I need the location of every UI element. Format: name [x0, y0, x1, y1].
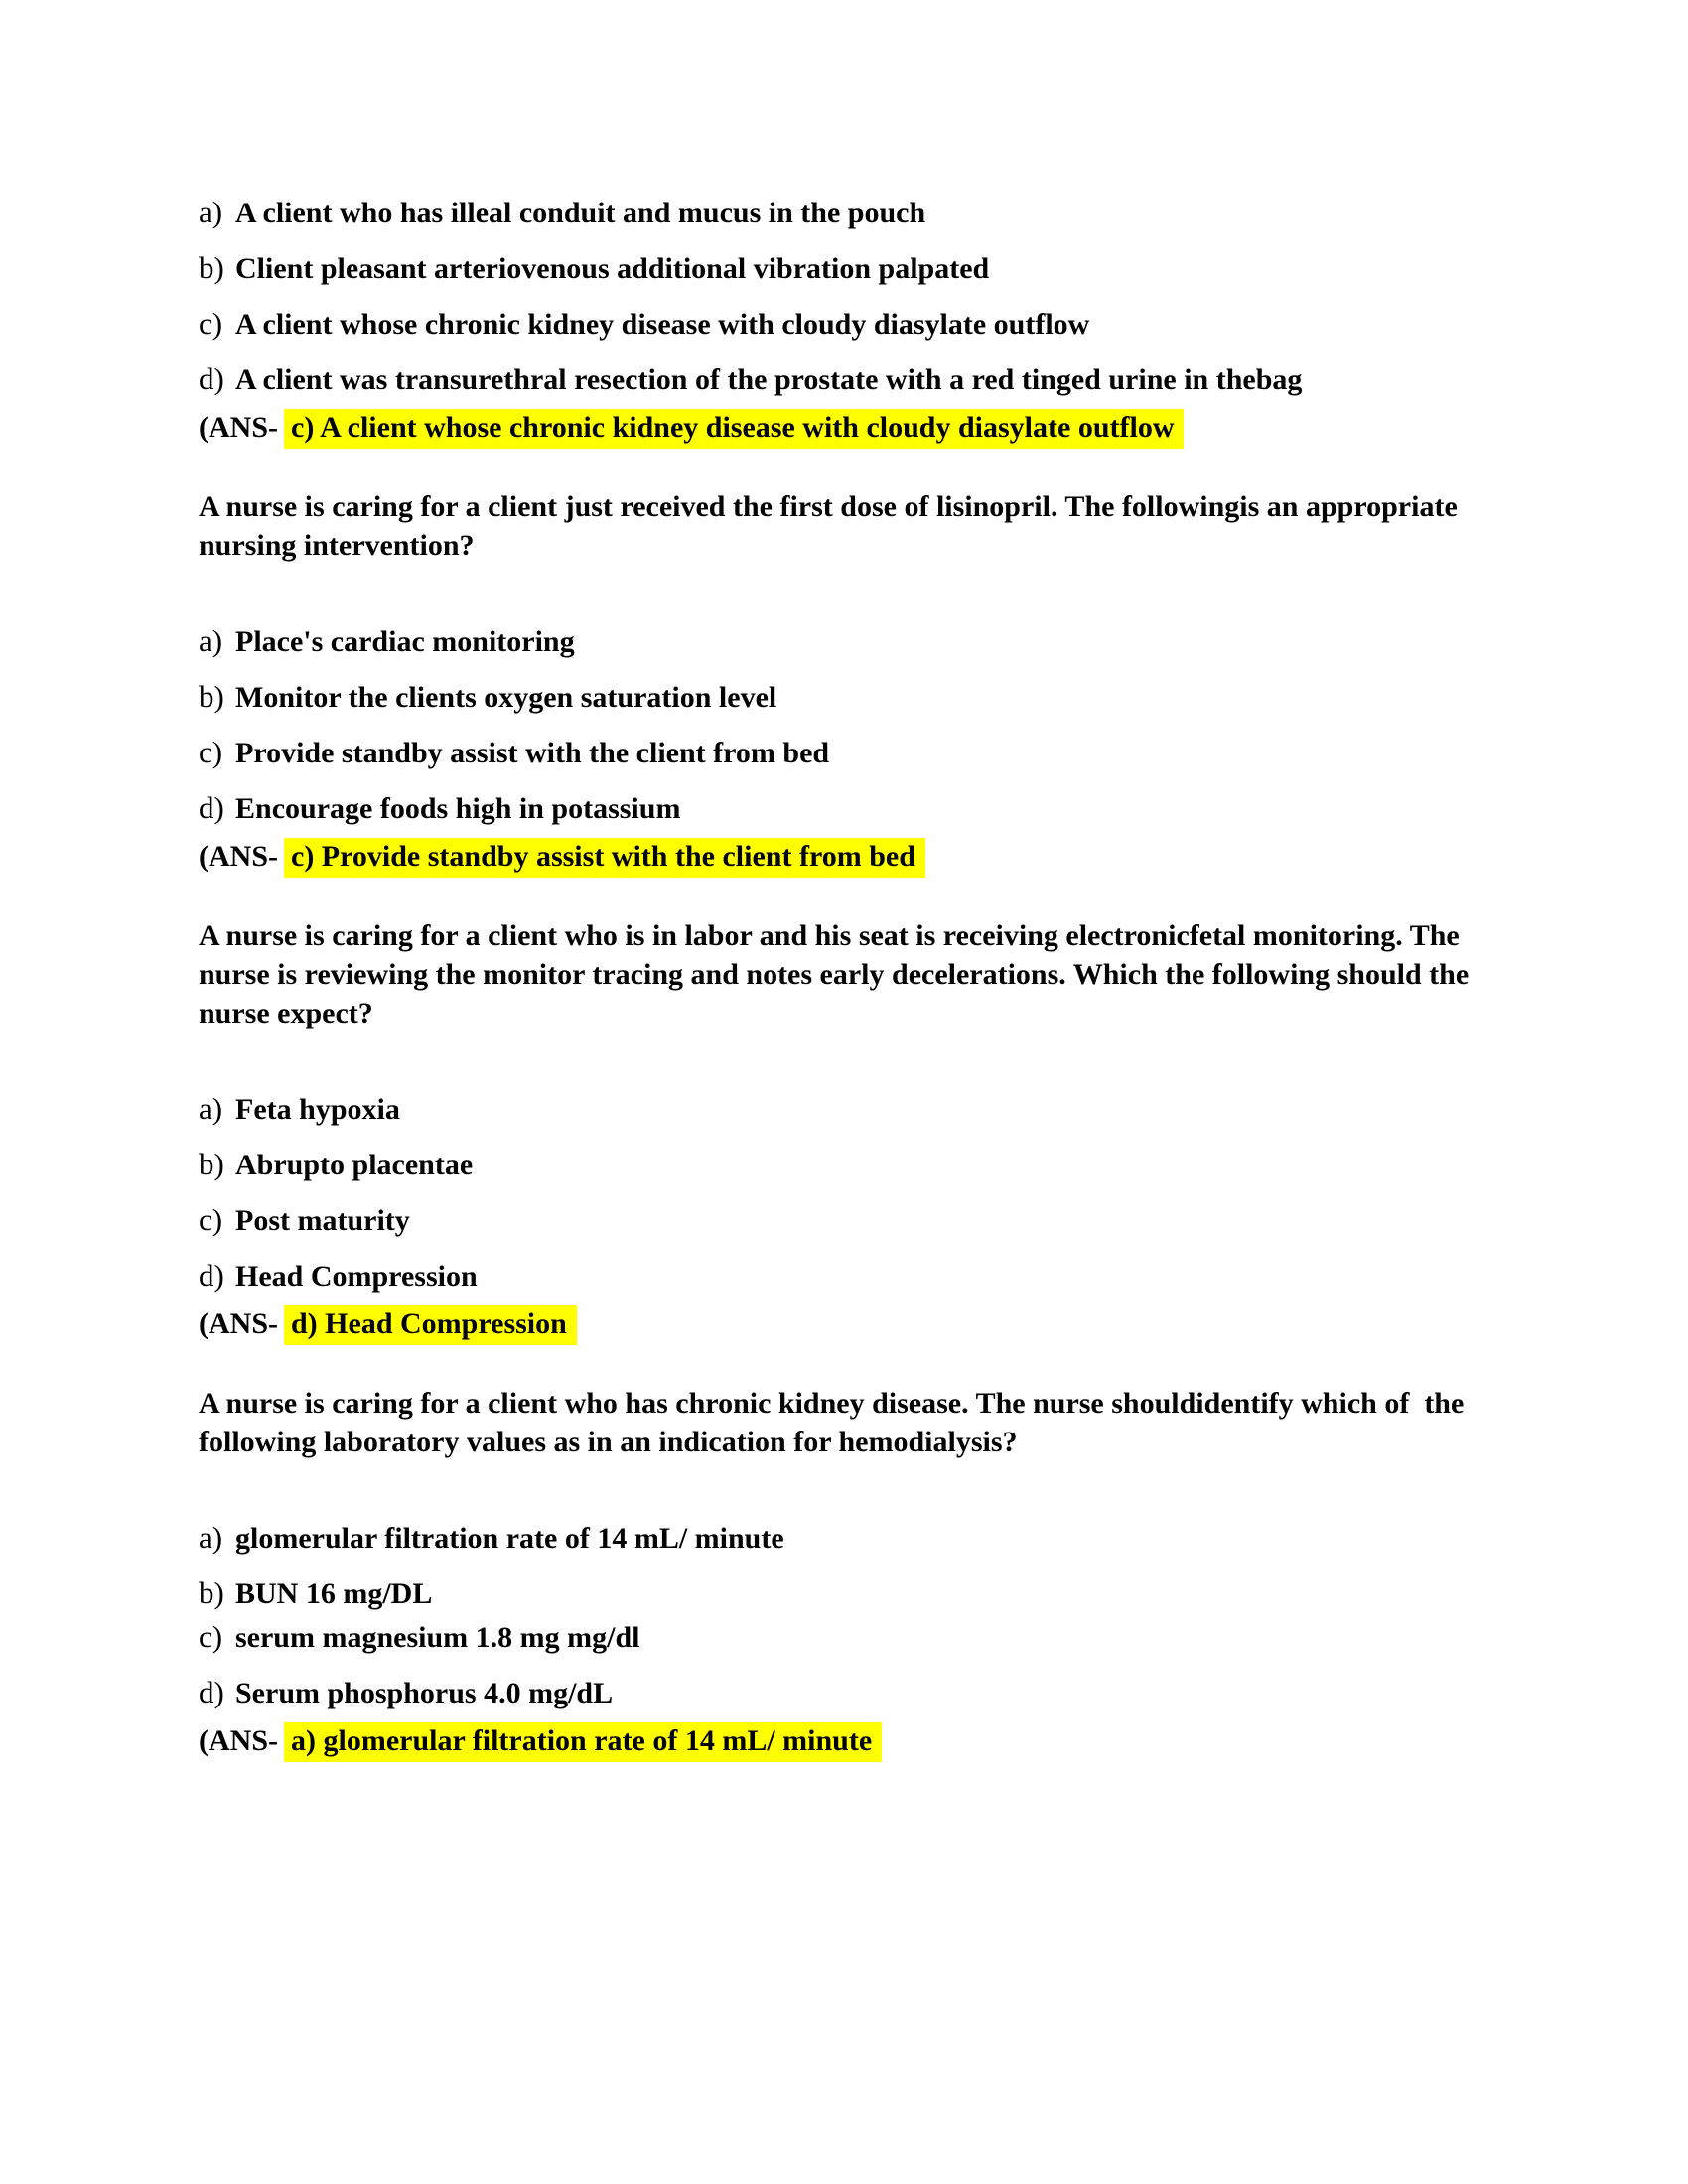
- answer-prefix: (ANS-: [199, 1724, 278, 1757]
- answer-line: [199, 1722, 1589, 1759]
- option-marker: b): [199, 1147, 224, 1181]
- options-list: [199, 622, 1589, 827]
- option-text: A client who has illeal conduit and mucus in the pouch: [235, 197, 926, 229]
- option-text: A client whose chronic kidney disease with cloudy diasylate outflow: [235, 308, 1090, 341]
- option-marker: a): [199, 195, 223, 229]
- option-item: [199, 1257, 1589, 1295]
- option-item: [199, 1201, 1589, 1239]
- option-marker: c): [199, 1202, 223, 1237]
- option-item: [199, 1674, 1589, 1711]
- option-marker: a): [199, 1520, 223, 1555]
- options-list: [199, 194, 1589, 398]
- option-marker: d): [199, 790, 224, 825]
- option-item: [199, 1519, 1589, 1557]
- option-marker: c): [199, 1619, 223, 1654]
- answer-prefix: (ANS-: [199, 1307, 278, 1340]
- option-marker: c): [199, 306, 223, 341]
- question-block: [199, 1384, 1589, 1759]
- answer-line: [199, 1305, 1589, 1342]
- option-text: Provide standby assist with the client from bed: [235, 737, 830, 769]
- option-marker: d): [199, 361, 224, 396]
- answer-highlight: d) Head Compression: [284, 1305, 577, 1345]
- answer-prefix: (ANS-: [199, 840, 278, 873]
- option-item: [199, 360, 1589, 398]
- question-block: [199, 487, 1589, 875]
- option-text: Post maturity: [235, 1204, 410, 1237]
- question-text: A nurse is caring for a client just received the first dose of lisinopril. The followingis an appropriate nursing intervention?: [199, 490, 1466, 562]
- option-item: [199, 1574, 1589, 1612]
- option-item: [199, 194, 1589, 231]
- options-list: [199, 1090, 1589, 1295]
- option-item: [199, 678, 1589, 716]
- option-item: [199, 622, 1589, 660]
- answer-line: [199, 409, 1589, 446]
- options-list: [199, 1519, 1589, 1711]
- option-text: Place's cardiac monitoring: [235, 625, 575, 658]
- option-item: [199, 1618, 1589, 1656]
- option-text: Serum phosphorus 4.0 mg/dL: [235, 1677, 614, 1709]
- answer-highlight: c) Provide standby assist with the client from bed: [284, 838, 925, 878]
- option-marker: d): [199, 1675, 224, 1709]
- option-item: [199, 789, 1589, 827]
- answer-line: [199, 838, 1589, 875]
- question-text: A nurse is caring for a client who has chronic kidney disease. The nurse shouldidentify which of the following laboratory values as in an indication for hemodialysis?: [199, 1387, 1472, 1458]
- option-text: glomerular filtration rate of 14 mL/ minute: [235, 1522, 784, 1555]
- option-marker: a): [199, 623, 223, 658]
- option-marker: b): [199, 679, 224, 714]
- option-item: [199, 1146, 1589, 1183]
- answer-highlight: c) A client whose chronic kidney disease with cloudy diasylate outflow: [284, 409, 1184, 449]
- option-text: serum magnesium 1.8 mg mg/dl: [235, 1621, 640, 1654]
- option-marker: b): [199, 250, 224, 285]
- option-text: Head Compression: [235, 1260, 478, 1293]
- option-text: Encourage foods high in potassium: [235, 792, 681, 825]
- option-item: [199, 249, 1589, 287]
- answer-prefix: (ANS-: [199, 411, 278, 444]
- answer-highlight: a) glomerular filtration rate of 14 mL/ minute: [284, 1722, 882, 1762]
- option-text: BUN 16 mg/DL: [235, 1577, 433, 1610]
- question-block: [199, 194, 1589, 446]
- option-text: Monitor the clients oxygen saturation level: [235, 681, 777, 714]
- option-marker: d): [199, 1258, 224, 1293]
- option-item: [199, 1090, 1589, 1128]
- option-marker: a): [199, 1091, 223, 1126]
- option-marker: b): [199, 1575, 224, 1610]
- question-block: [199, 916, 1589, 1342]
- option-item: [199, 734, 1589, 771]
- option-text: Client pleasant arteriovenous additional vibration palpated: [235, 252, 990, 285]
- option-marker: c): [199, 735, 223, 769]
- option-text: Feta hypoxia: [235, 1093, 400, 1126]
- option-text: Abrupto placentae: [235, 1149, 474, 1181]
- question-text: A nurse is caring for a client who is in labor and his seat is receiving electronicfetal monitoring. The nurse is reviewing the monitor tracing and notes early decelerations. Which the following should the nurse expect?: [199, 919, 1477, 1029]
- option-item: [199, 305, 1589, 342]
- option-text: A client was transurethral resection of the prostate with a red tinged urine in thebag: [235, 363, 1303, 396]
